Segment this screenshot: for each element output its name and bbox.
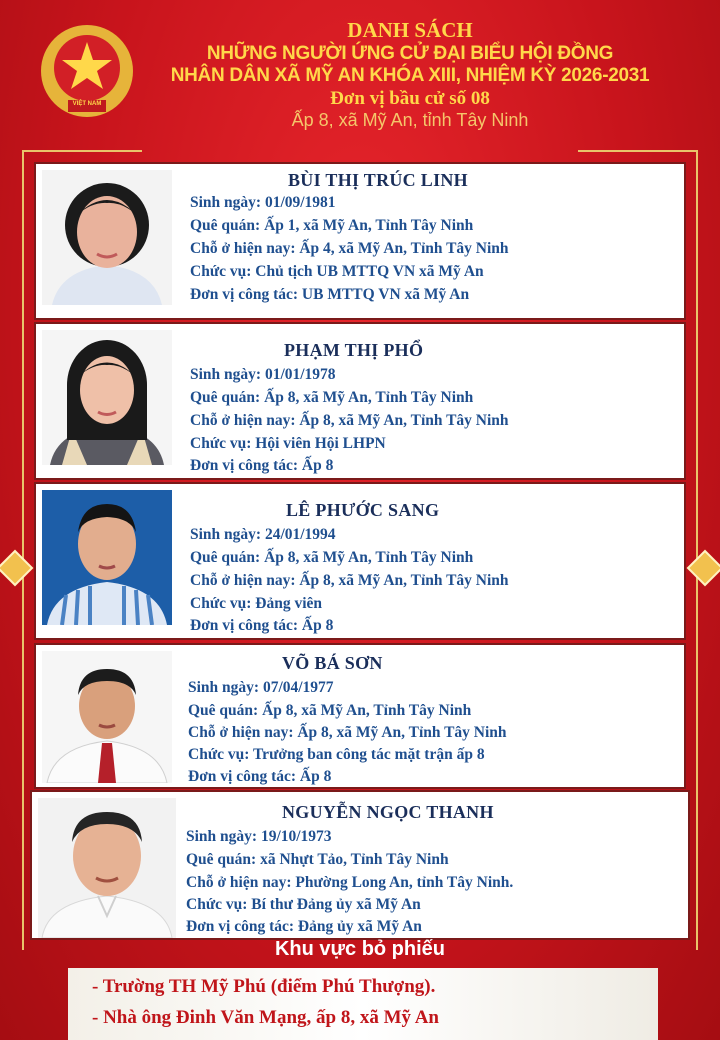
header-line-3: NHÂN DÂN XÃ MỸ AN KHÓA XIII, NHIỆM KỲ 2026-2031 — [170, 65, 650, 87]
candidate-card — [34, 162, 686, 320]
candidate-dob: Sinh ngày: 24/01/1994 — [190, 526, 336, 543]
candidate-residence: Chỗ ở hiện nay: Ấp 4, xã Mỹ An, Tỉnh Tây Ninh — [190, 240, 509, 257]
candidate-name: BÙI THỊ TRÚC LINH — [288, 170, 468, 190]
diamond-ornament-left — [0, 550, 33, 587]
header-title: DANH SÁCH — [347, 18, 473, 42]
electoral-unit: Đơn vị bầu cử số 08 — [330, 87, 490, 109]
candidate-photo — [42, 330, 172, 465]
candidate-residence: Chỗ ở hiện nay: Phường Long An, tỉnh Tây Ninh. — [186, 874, 514, 891]
candidate-residence: Chỗ ở hiện nay: Ấp 8, xã Mỹ An, Tỉnh Tây Ninh — [190, 572, 509, 589]
candidate-name: LÊ PHƯỚC SANG — [286, 500, 440, 520]
candidate-hometown: Quê quán: Ấp 1, xã Mỹ An, Tỉnh Tây Ninh — [190, 217, 474, 234]
candidate-hometown: Quê quán: Ấp 8, xã Mỹ An, Tỉnh Tây Ninh — [188, 702, 472, 719]
candidate-workplace: Đơn vị công tác: Đảng ủy xã Mỹ An — [186, 918, 422, 935]
candidate-card — [34, 322, 686, 480]
diamond-ornament-right — [687, 550, 720, 587]
candidate-workplace: Đơn vị công tác: Ấp 8 — [188, 768, 332, 785]
gold-frame-line-right — [696, 150, 698, 950]
emblem-text: VIỆT NAM — [72, 101, 102, 107]
candidate-residence: Chỗ ở hiện nay: Ấp 8, xã Mỹ An, Tỉnh Tây Ninh — [190, 412, 509, 429]
gold-frame-line-left — [22, 150, 24, 950]
candidate-hometown: Quê quán: Ấp 8, xã Mỹ An, Tỉnh Tây Ninh — [190, 549, 474, 566]
voting-area-title: Khu vực bỏ phiếu — [274, 938, 446, 960]
candidate-name: NGUYỄN NGỌC THANH — [282, 802, 494, 822]
candidate-position: Chức vụ: Bí thư Đảng ủy xã Mỹ An — [186, 896, 421, 913]
candidate-workplace: Đơn vị công tác: UB MTTQ VN xã Mỹ An — [190, 286, 470, 303]
candidate-photo — [42, 170, 172, 305]
candidate-position: Chức vụ: Hội viên Hội LHPN — [190, 435, 386, 452]
candidate-name: PHẠM THỊ PHỔ — [284, 340, 424, 360]
voting-location-1: - Trường TH Mỹ Phú (điểm Phú Thượng). — [92, 976, 436, 997]
voting-location-2: - Nhà ông Đinh Văn Mạng, ấp 8, xã Mỹ An — [92, 1007, 440, 1028]
header — [140, 18, 680, 131]
candidate-residence: Chỗ ở hiện nay: Ấp 8, xã Mỹ An, Tỉnh Tây Ninh — [188, 724, 507, 741]
gold-frame-line-top — [22, 150, 142, 152]
candidate-hometown: Quê quán: Ấp 8, xã Mỹ An, Tỉnh Tây Ninh — [190, 389, 474, 406]
candidate-dob: Sinh ngày: 01/09/1981 — [190, 194, 336, 211]
candidate-position: Chức vụ: Trưởng ban công tác mặt trận ấp 8 — [188, 746, 485, 763]
candidate-card — [34, 643, 686, 789]
candidate-hometown: Quê quán: xã Nhựt Tảo, Tỉnh Tây Ninh — [186, 851, 449, 868]
candidate-position: Chức vụ: Đảng viên — [190, 595, 323, 612]
header-line-2: NHỮNG NGƯỜI ỨNG CỬ ĐẠI BIỂU HỘI ĐỒNG — [206, 42, 614, 64]
candidate-card — [34, 482, 686, 640]
electoral-location: Ấp 8, xã Mỹ An, tỉnh Tây Ninh — [291, 109, 529, 130]
candidate-photo — [38, 798, 176, 938]
national-emblem — [38, 22, 136, 120]
candidate-photo — [42, 490, 172, 625]
candidate-card — [30, 790, 690, 940]
candidate-dob: Sinh ngày: 01/01/1978 — [190, 366, 336, 383]
candidate-dob: Sinh ngày: 07/04/1977 — [188, 679, 334, 696]
candidate-workplace: Đơn vị công tác: Ấp 8 — [190, 457, 334, 474]
candidate-position: Chức vụ: Chủ tịch UB MTTQ VN xã Mỹ An — [190, 263, 484, 280]
candidate-name: VÕ BÁ SƠN — [282, 653, 383, 673]
candidate-workplace: Đơn vị công tác: Ấp 8 — [190, 617, 334, 634]
candidate-dob: Sinh ngày: 19/10/1973 — [186, 828, 332, 845]
gold-frame-line-top-right — [578, 150, 698, 152]
candidate-photo — [42, 651, 172, 783]
